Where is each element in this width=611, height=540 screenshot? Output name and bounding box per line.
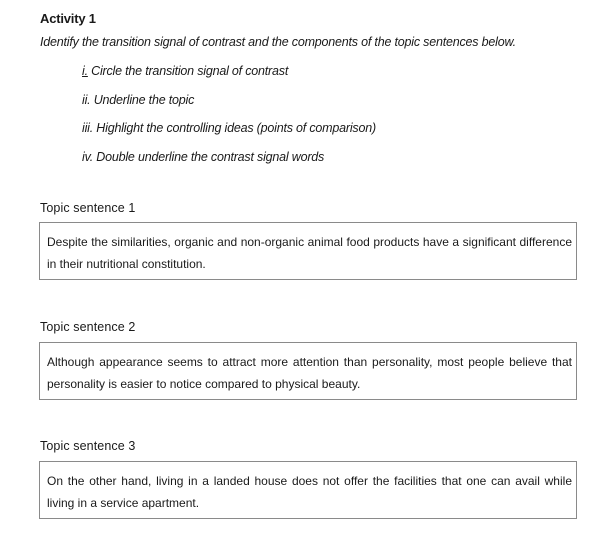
step-item xyxy=(82,149,376,178)
step-item xyxy=(82,120,376,149)
step-text: Double underline the contrast signal words xyxy=(92,150,325,165)
topic-sentence-3-box: On the other hand, living in a landed house does not offer the facilities that one can avail while living in a service apartment. xyxy=(39,461,577,519)
activity-instruction: Identify the transition signal of contrast and the components of the topic sentences below. xyxy=(40,35,516,49)
instruction-steps xyxy=(82,63,376,178)
topic-sentence-1-label: Topic sentence 1 xyxy=(40,201,136,215)
activity-title: Activity 1 xyxy=(40,11,96,26)
step-item xyxy=(82,63,376,92)
step-number: iv. xyxy=(82,150,93,165)
step-text: Highlight the controlling ideas (points of comparison) xyxy=(93,121,376,136)
step-item xyxy=(82,92,376,121)
topic-sentence-2-box: Although appearance seems to attract more attention than personality, most people believe that personality is easier to notice compared to physical beauty. xyxy=(39,342,577,400)
topic-sentence-3-label: Topic sentence 3 xyxy=(40,439,136,453)
step-number: ii. xyxy=(82,92,91,107)
step-text: Circle the transition signal of contrast xyxy=(87,64,289,78)
step-number: iii. xyxy=(82,121,94,136)
topic-sentence-2-label: Topic sentence 2 xyxy=(40,320,136,334)
topic-sentence-1-box: Despite the similarities, organic and non-organic animal food products have a significant difference in their nutritional constitution. xyxy=(39,222,577,280)
step-text: Underline the topic xyxy=(90,92,195,107)
step-number: i. xyxy=(82,64,88,78)
